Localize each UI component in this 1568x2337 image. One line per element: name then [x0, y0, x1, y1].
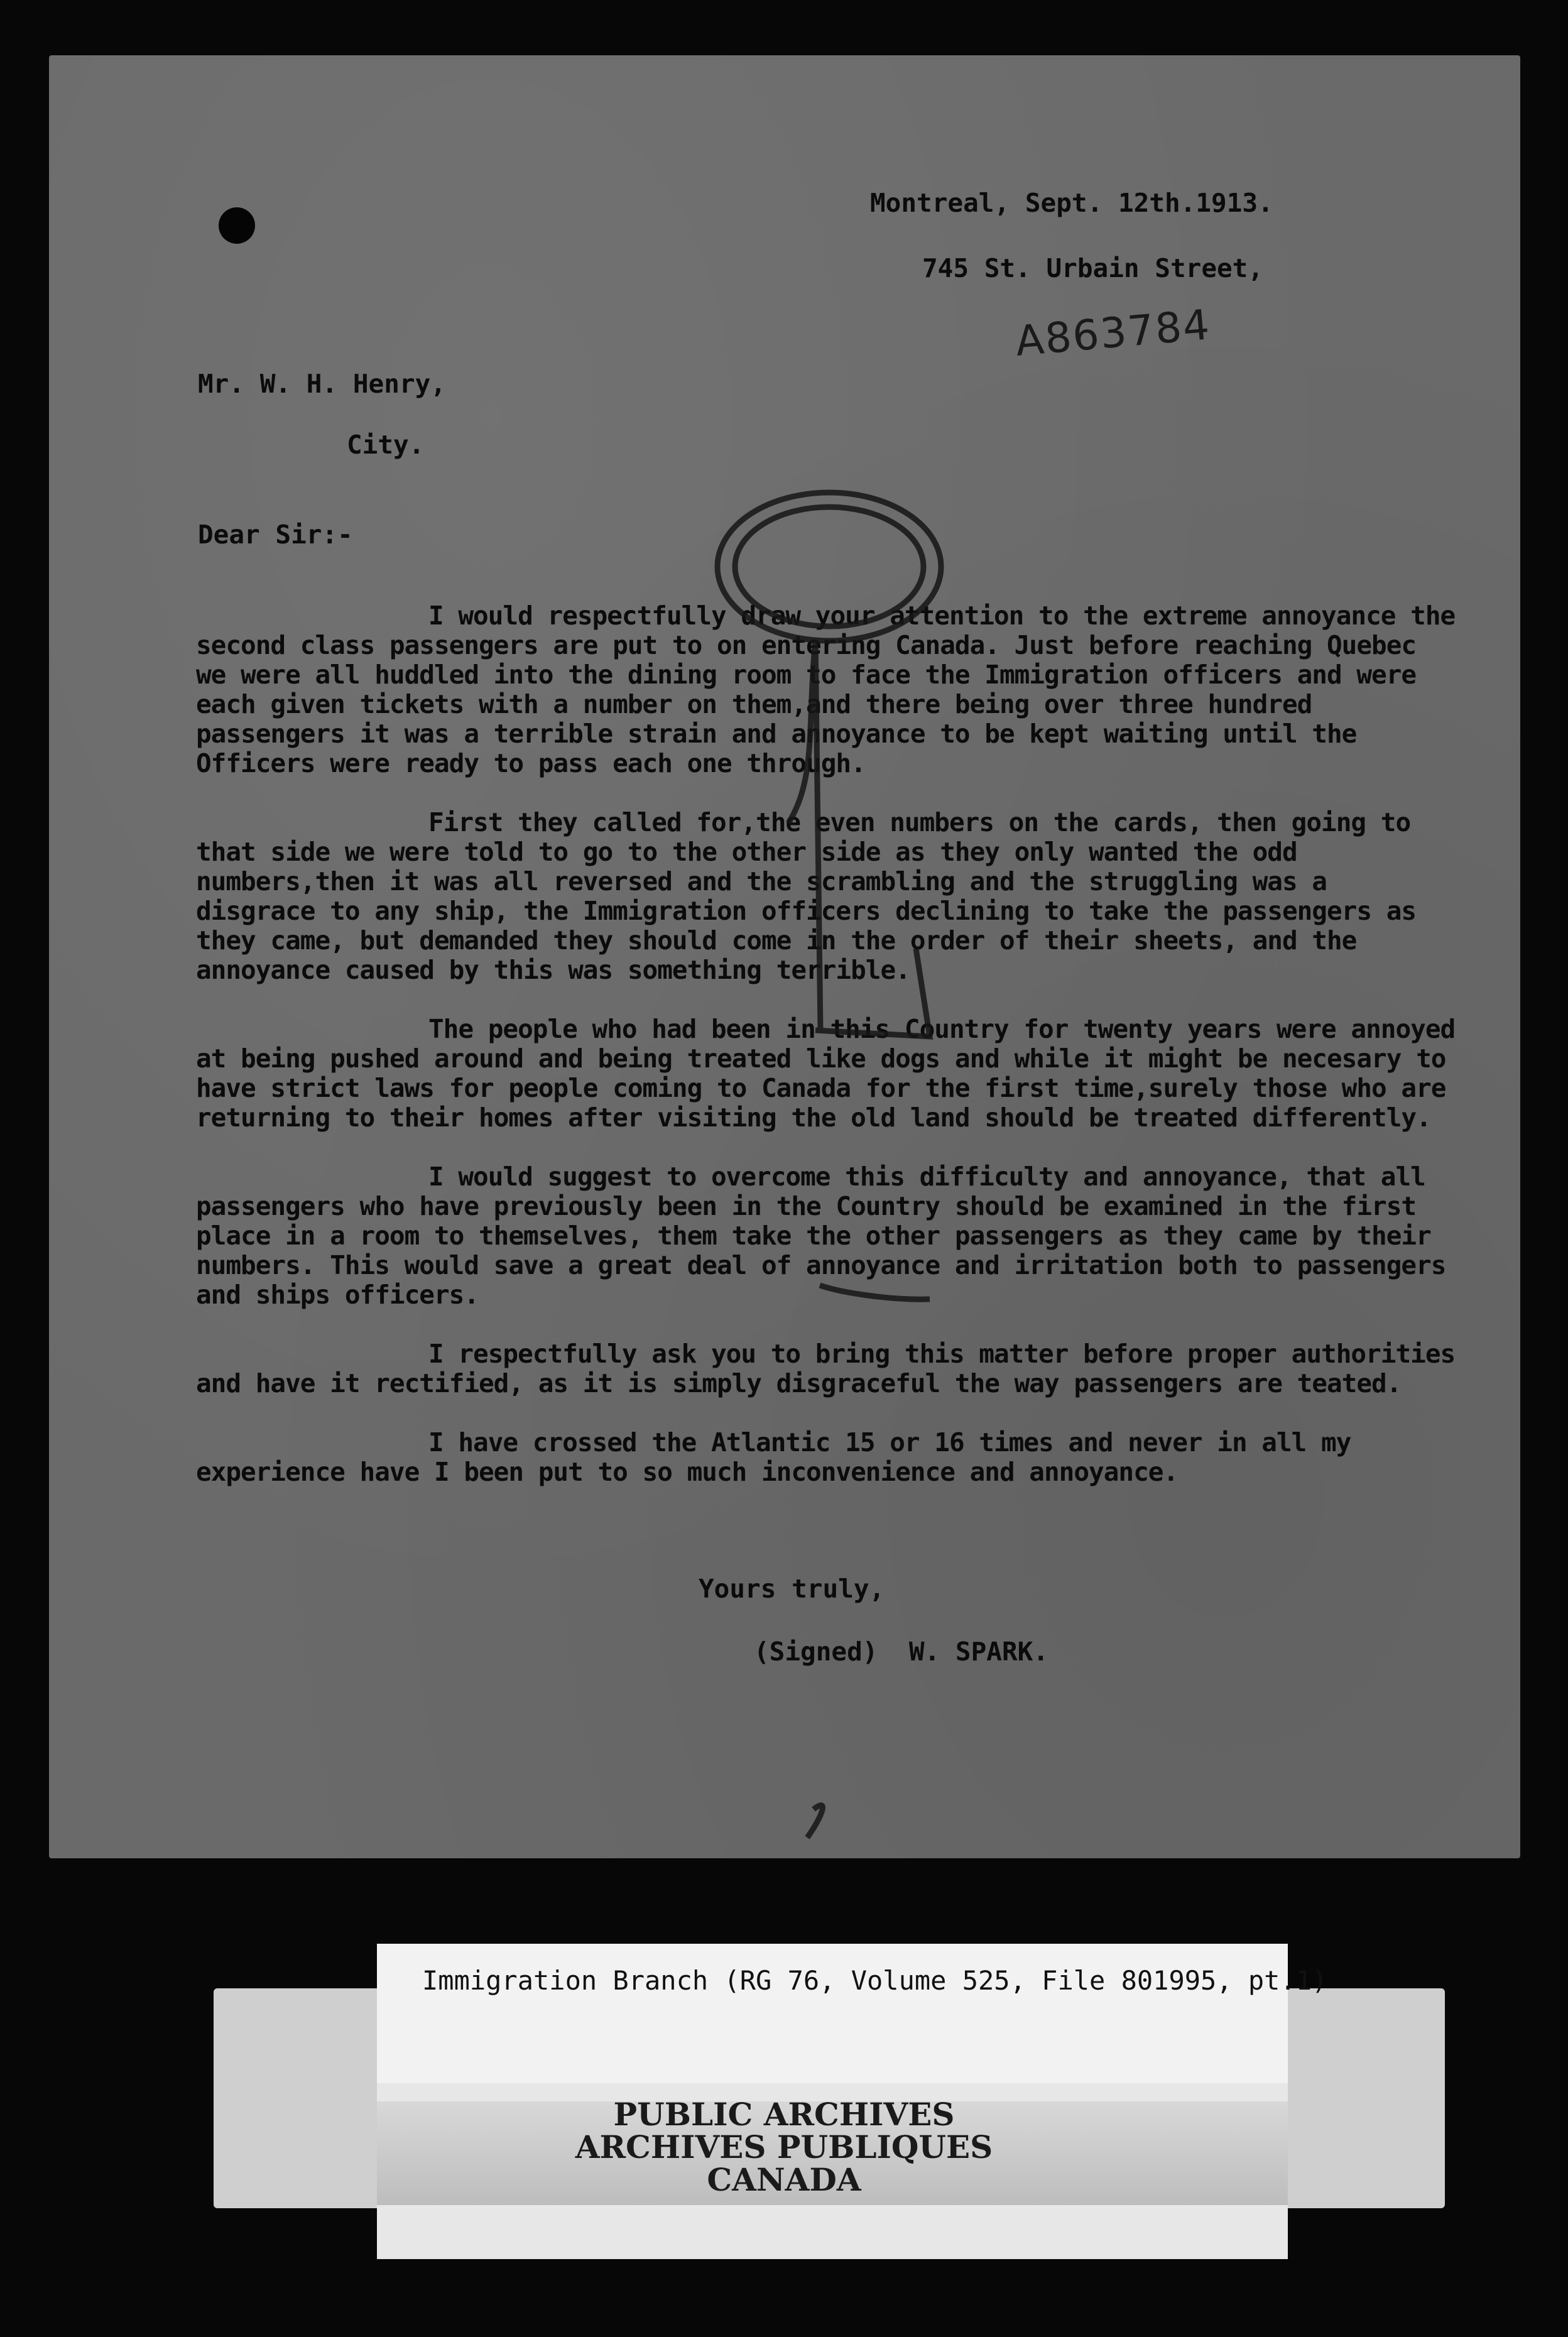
archive-stamp-line-3: CANADA: [707, 2161, 861, 2198]
archive-reference: Immigration Branch (RG 76, Volume 525, File 801995, pt.1): [422, 1965, 1328, 1996]
paragraph-3: The people who had been in this Country for twenty years were annoyed at being pushed around and being treated like dogs and while it might be necesary to have strict laws for people coming to Canada for the first time,surely those who are returning to their homes after visiting the old land should be treated differently.: [196, 1014, 1456, 1133]
closing: Yours truly,: [699, 1574, 885, 1604]
letter-address: 745 St. Urbain Street,: [922, 253, 1264, 283]
paragraph-5: I respectfully ask you to bring this matter before proper authorities and have it rectified, as it is simply disgraceful the way passengers are teated.: [196, 1339, 1456, 1398]
signature: (Signed) W. SPARK.: [754, 1637, 1048, 1667]
archive-stamp-line-1: PUBLIC ARCHIVES: [613, 2096, 955, 2133]
paragraph-2: First they called for,the even numbers on the cards, then going to that side we were told to go to the other side as they only wanted the odd numbers,then it was all reversed and the scrambling and the struggling was a disgrace to any ship, the Immigration officers declining to take the passengers as they came, but demanded they should come in the order of their sheets, and the annoyance caused by this was something terrible.: [196, 807, 1417, 985]
recipient-city: City.: [347, 430, 425, 460]
file-number-stamp: A863784: [1013, 300, 1212, 366]
letter-date: Montreal, Sept. 12th.1913.: [870, 188, 1273, 218]
archive-stamp-line-2: ARCHIVES PUBLIQUES: [575, 2128, 993, 2165]
recipient-name: Mr. W. H. Henry,: [198, 369, 446, 399]
salutation: Dear Sir:-: [198, 520, 353, 550]
paragraph-1: I would respectfully draw your attention to the extreme annoyance the second class passengers are put to on entering Canada. Just before reaching Quebec we were all huddled into the dining room to face the Immigration officers and were each given tickets with a number on them,and there being over three hundred passengers it was a terrible strain and annoyance to be kept waiting until the Officers were ready to pass each one through.: [196, 601, 1456, 778]
paragraph-6: I have crossed the Atlantic 15 or 16 times and never in all my experience have I been put to so much inconvenience and annoyance.: [196, 1427, 1351, 1487]
paragraph-4: I would suggest to overcome this difficulty and annoyance, that all passengers who have previously been in the Country should be examined in the first place in a room to themselves, them take the other passengers as they came by their numbers. This would save a great deal of annoyance and irritation both to passengers and ships officers.: [196, 1162, 1446, 1310]
letter-body: [196, 572, 1459, 1517]
punch-hole: [219, 207, 255, 244]
